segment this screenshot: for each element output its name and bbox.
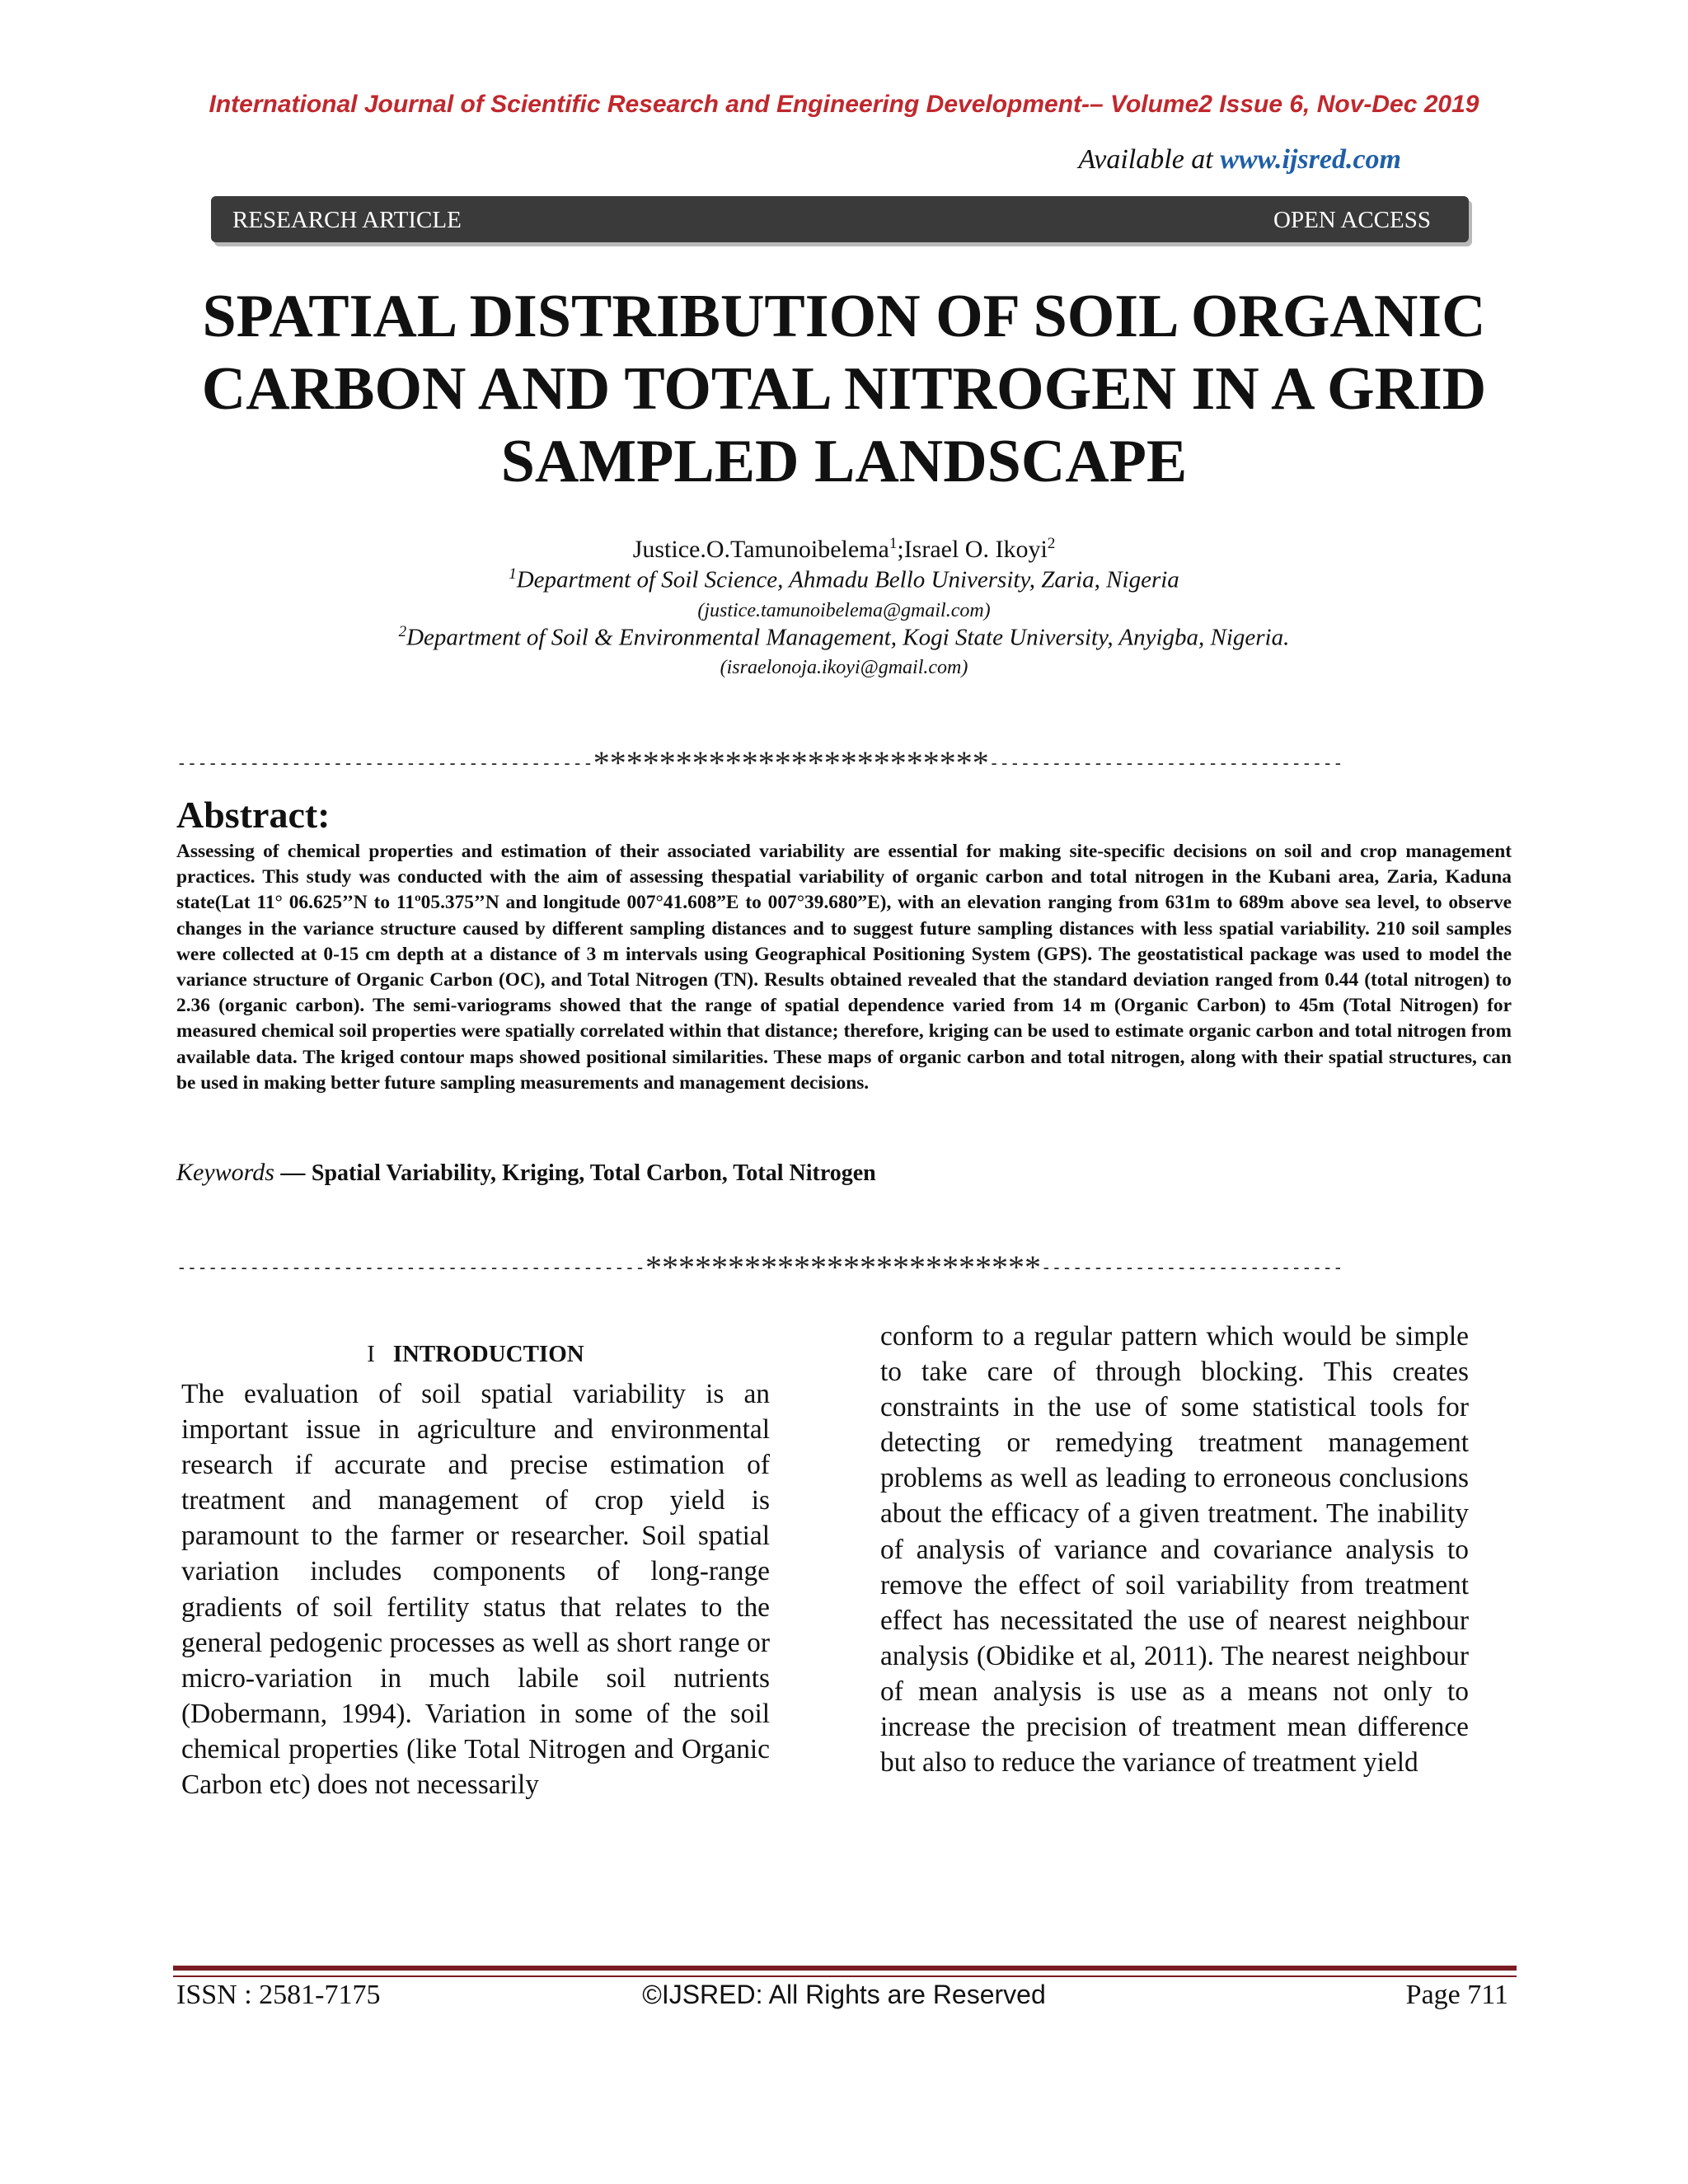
separator-bottom (176, 1248, 1503, 1286)
keywords-line (176, 1159, 1512, 1187)
section-number: I (367, 1341, 375, 1367)
available-prefix: Available at (1078, 144, 1221, 175)
keywords-values: Spatial Variability, Kriging, Total Carbon, Total Nitrogen (311, 1160, 876, 1186)
separator-dashes: ---------------------------------- (988, 753, 1343, 773)
article-type-bar (211, 196, 1469, 242)
body-column-left: The evaluation of soil spatial variability is an important issue in agriculture and environmental research if accurate and precise estimation of treatment and management of crop yield is paramount to the farmer or researcher. Soil spatial variation includes components of long-range gradients of soil fertility status that relates to the general pedogenic processes as well as short range or micro-variation in much labile soil nutrients (Dobermann, 1994). Variation in some of the soil chemical properties (like Total Nitrogen and Organic Carbon etc) does not necessarily (181, 1379, 770, 1801)
footer-page-number: Page 711 (1405, 1980, 1508, 2010)
affiliation-marker: 1 (509, 565, 517, 583)
open-access-label: OPEN ACCESS (1273, 207, 1431, 233)
keywords-label: Keywords (176, 1159, 274, 1186)
footer-copyright: ©IJSRED: All Rights are Reserved (642, 1980, 1046, 2009)
separator-stars: ************************ (593, 744, 989, 781)
author-name: Israel O. Ikoyi (903, 536, 1048, 563)
section-heading-introduction (181, 1341, 770, 1368)
author-affil-marker: 2 (1047, 535, 1056, 552)
author-line (0, 527, 1688, 566)
separator-dashes: --------------------------------------------- (176, 1258, 645, 1277)
affiliation-text: Department of Soil Science, Ahmadu Bello University, Zaria, Nigeria (516, 566, 1179, 593)
affiliation (0, 623, 1688, 652)
footer-rule (173, 1966, 1517, 1977)
author-name: Justice.O.Tamunoibelema (632, 536, 889, 563)
author-email[interactable]: (justice.tamunoibelema@gmail.com) (697, 600, 991, 621)
author-separator: ; (897, 536, 904, 563)
title-line: SPATIAL DISTRIBUTION OF SOIL ORGANIC (202, 283, 1486, 350)
title-line: SAMPLED LANDSCAPE (500, 428, 1188, 495)
abstract-text: Assessing of chemical properties and estimation of their associated variability are essential for making site-specific decisions on soil and crop management practices. This study was conducted with the aim of assessing thespatial variability of organic carbon and total nitrogen in the Kubani area, Zaria, Kaduna state(Lat 11° 06.625’’N to 11º05.375’’N and longitude 007°41.608”E to 007°39.680”E), with an elevation ranging from 631m to 689m above sea level, to observe changes in the variance structure caused by different sampling distances and to suggest future sampling distances with less spatial variability. 210 soil samples were collected at 0-15 cm depth at a distance of 3 m intervals using Geographical Positioning System (GPS). The geostatistical package was used to model the variance structure of Organic Carbon (OC), and Total Nitrogen (TN). Results obtained revealed that the standard deviation ranged from 0.44 (total nitrogen) to 2.36 (organic carbon). The semi-variograms showed that the range of spatial dependence varied from 14 m (Organic Carbon) to 45m (Total Nitrogen) for measured chemical soil properties were spatially correlated within that distance; therefore, kriging can be used to estimate organic carbon and total nitrogen from available data. The kriged contour maps showed positional similarities. These maps of organic carbon and total nitrogen, along with their spatial structures, can be used in making better future sampling measurements and management decisions. (176, 841, 1512, 1094)
availability-line (1078, 144, 1401, 176)
separator-dashes: ---------------------------------------- (176, 753, 593, 773)
affiliation-text: Department of Soil & Environmental Management, Kogi State University, Anyigba, Nigeria. (406, 624, 1290, 651)
separator-stars: ************************ (645, 1249, 1041, 1286)
title-line: CARBON AND TOTAL NITROGEN IN A GRID (201, 355, 1487, 423)
separator-dashes: ----------------------------- (1040, 1258, 1343, 1277)
separator-top (176, 743, 1503, 782)
journal-url-link[interactable]: www.ijsred.com (1220, 144, 1401, 175)
journal-header: International Journal of Scientific Research and Engineering Development-– Volume2 Issue 6, Nov-Dec 2019 (209, 91, 1479, 118)
footer-issn: ISSN : 2581-7175 (176, 1980, 381, 2010)
author-affil-marker: 1 (889, 535, 898, 552)
research-article-label: RESEARCH ARTICLE (232, 207, 462, 233)
section-title: INTRODUCTION (392, 1341, 584, 1367)
affiliation-marker: 2 (398, 623, 407, 640)
abstract-heading: Abstract: (176, 794, 331, 836)
keywords-dash: — (274, 1159, 312, 1186)
author-email[interactable]: (israelonoja.ikoyi@gmail.com) (720, 657, 968, 678)
body-column-right: conform to a regular pattern which would be simple to take care of through blocking. This creates constraints in the use of some statistical tools for detecting or remedying treatment management problems as well as leading to erroneous conclusions about the efficacy of a given treatment. The inability of analysis of variance and covariance analysis to remove the effect of soil variability from treatment effect has necessitated the use of nearest neighbour analysis (Obidike et al, 2011). The nearest neighbour of mean analysis is use as a means not only to increase the precision of treatment mean difference but also to reduce the variance of treatment yield (880, 1321, 1469, 1779)
affiliation (0, 565, 1688, 594)
paper-title (148, 280, 1540, 498)
